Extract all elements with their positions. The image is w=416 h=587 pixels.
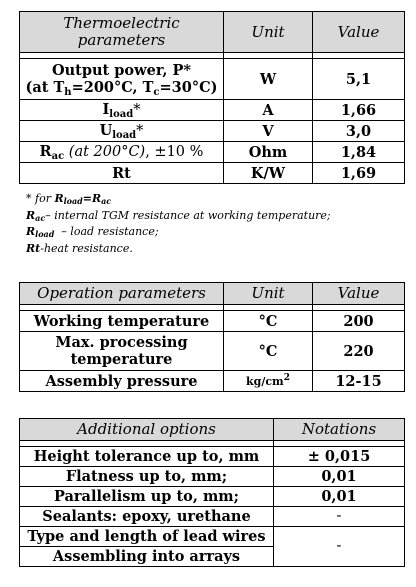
unit-cell: Ohm [224,142,313,163]
table-row [20,487,405,507]
value-cell: 1,66 [313,100,405,121]
table-header-row [20,419,405,441]
footnote-rload: $R_{load}$ – load resistance; [26,225,159,240]
option-sealants: Sealants: epoxy, urethane [20,507,274,527]
unit-cell: W [224,59,313,100]
option-parallelism: Parallelism up to, mm; [20,487,274,507]
option-height-tolerance: Height tolerance up to, mm [20,447,274,467]
header-thermo-param: Thermoelectric parameters [20,12,224,53]
value-cell: 12-15 [313,371,405,392]
param-max-processing-temperature: Max. processing temperature [20,332,224,371]
notation-cell: 0,01 [274,467,405,487]
table-header-row [20,12,405,53]
table-row [20,371,405,392]
table-row [20,467,405,487]
value-cell: 220 [313,332,405,371]
notation-cell: - [274,527,405,567]
unit-cell: K/W [224,163,313,184]
value-cell: 5,1 [313,59,405,100]
option-lead-wires: Type and length of lead wires [20,527,274,547]
header-value: Value [313,283,405,305]
footnote-rt: Rt-heat resistance. [26,241,133,255]
param-assembly-pressure: Assembly pressure [20,371,224,392]
option-assembling-arrays: Assembling into arrays [20,547,274,567]
footnote-load: * for $R_{load}=R_{ac}$ [26,192,112,206]
notation-cell: ± 0,015 [274,447,405,467]
table-row [20,311,405,332]
param-output-power: Output power, P* (at $T_h=200^\circ C$, $T_c=30^\circ C$) [20,59,224,100]
header-additional-options: Additional options [20,419,274,441]
thermoelectric-parameters-table [19,11,405,184]
param-working-temperature: Working temperature [20,311,224,332]
table-row [20,121,405,142]
header-unit: Unit [224,12,313,53]
header-notations: Notations [274,419,405,441]
table-row [20,100,405,121]
footnotes [26,191,406,257]
table-row [20,59,405,100]
unit-cell: °C [224,311,313,332]
unit-cell: A [224,100,313,121]
param-rt: Rt [20,163,224,184]
table-row [20,447,405,467]
table-row [20,507,405,527]
additional-options-table [19,418,405,567]
unit-cell: $kg/cm^2$ [224,371,313,392]
table-row [20,142,405,163]
value-cell: 200 [313,311,405,332]
operation-parameters-table [19,282,405,392]
unit-cell: °C [224,332,313,371]
table-row [20,163,405,184]
value-cell: 3,0 [313,121,405,142]
table-row [20,527,405,547]
header-unit: Unit [224,283,313,305]
value-cell: 1,69 [313,163,405,184]
header-value: Value [313,12,405,53]
param-u-load: $U_{load}*$ [20,121,224,142]
param-i-load: $I_{load}*$ [20,100,224,121]
param-r-ac: $R_{ac}$ (at 200°C), ±10 % [20,142,224,163]
table-row [20,332,405,371]
unit-cell: V [224,121,313,142]
table-header-row [20,283,405,305]
option-flatness: Flatness up to, mm; [20,467,274,487]
footnote-rac: $R_{ac}-$ internal TGM resistance at working temperature; [26,208,331,223]
notation-cell: - [274,507,405,527]
notation-cell: 0,01 [274,487,405,507]
value-cell: 1,84 [313,142,405,163]
header-operation-param: Operation parameters [20,283,224,305]
